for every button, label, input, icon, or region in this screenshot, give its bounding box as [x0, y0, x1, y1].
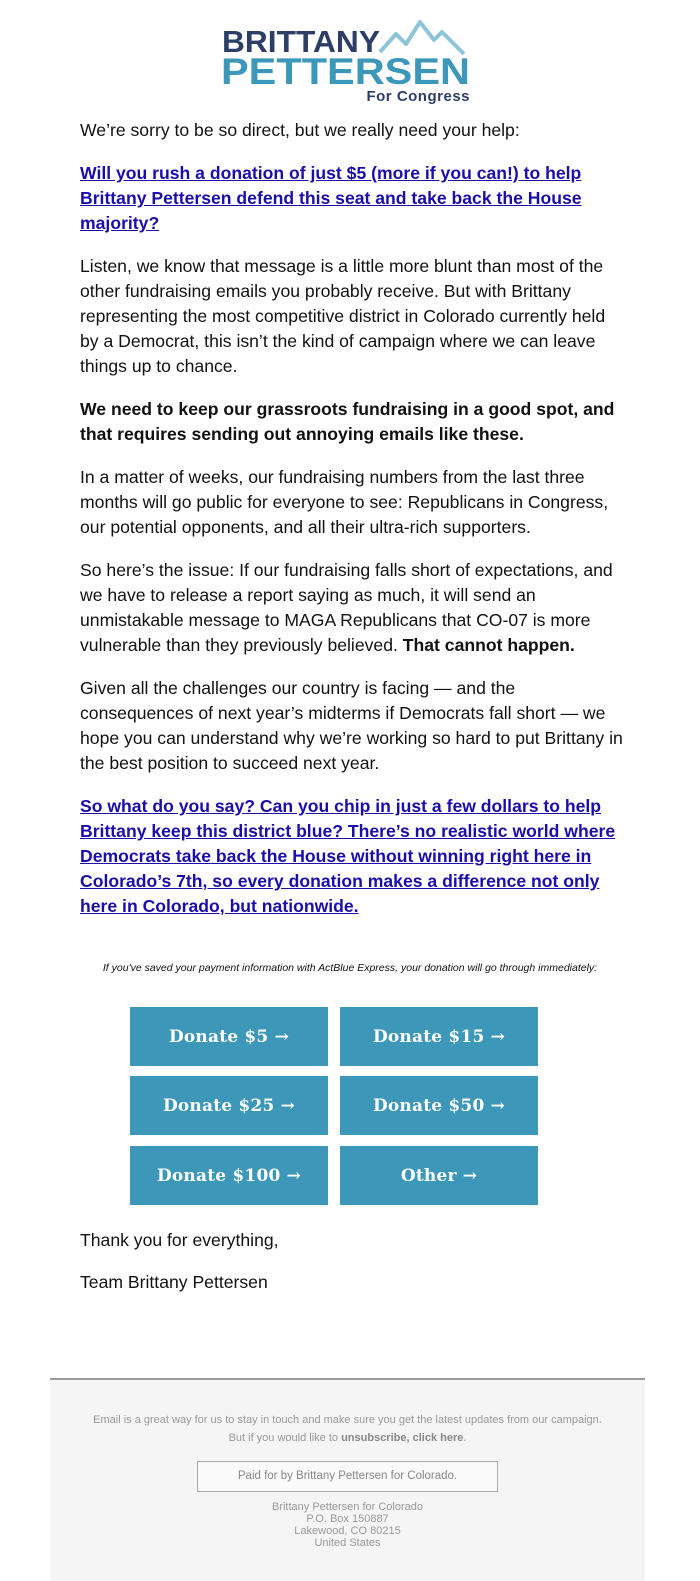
closing-signature: Team Brittany Pettersen	[80, 1272, 268, 1292]
paid-for-disclaimer: Paid for by Brittany Pettersen for Colorado.	[197, 1461, 498, 1492]
intro-paragraph: We’re sorry to be so direct, but we really need your help:	[80, 120, 520, 140]
issue-text: So here’s the issue: If our fundraising falls short of expectations, and we have to release a report saying as much, it will send an unmistakable message to MAGA Republicans that CO-07 is more vulnerable than they previously believed.	[80, 560, 613, 655]
mailing-address	[50, 1501, 645, 1549]
logo-first-name: BRITTANY	[222, 24, 381, 59]
grassroots-paragraph: We need to keep our grassroots fundraising in a good spot, and that requires sending out annoying emails like these.	[80, 399, 615, 444]
issue-emphasis: That cannot happen.	[402, 635, 575, 655]
donate-50-button[interactable]: Donate $50 →	[340, 1076, 538, 1135]
donate-25-button[interactable]: Donate $25 →	[130, 1076, 328, 1135]
unsubscribe-link[interactable]: unsubscribe, click here	[341, 1432, 464, 1444]
address-org: Brittany Pettersen for Colorado	[271, 1501, 424, 1513]
mountain-icon	[380, 22, 464, 54]
closing-thanks: Thank you for everything,	[80, 1230, 279, 1250]
donate-other-button[interactable]: Other →	[340, 1146, 538, 1205]
footer-unsubscribe-prefix: But if you would like to	[228, 1432, 339, 1444]
donate-100-button[interactable]: Donate $100 →	[130, 1146, 328, 1205]
challenges-paragraph: Given all the challenges our country is facing — and the consequences of next year’s midterms if Democrats fall short — we hope you can understand why we’re working so hard to put Brittany in the best position to succeed next year.	[80, 678, 623, 773]
chip-in-link[interactable]: So what do you say? Can you chip in just a few dollars to help Brittany keep this district blue? There’s no realistic world where Democrats take back the House without winning right here in Colorado’s 7th, so every donation makes a difference not only here in Colorado, but nationwide.	[80, 796, 616, 916]
address-city: Lakewood, CO 80215	[294, 1525, 401, 1537]
actblue-express-note: If you've saved your payment information with ActBlue Express, your donation will go through immediately:	[102, 962, 598, 974]
issue-paragraph	[80, 558, 625, 658]
email-body	[80, 118, 625, 937]
context-paragraph: Listen, we know that message is a little more blunt than most of the other fundraising emails you probably receive. But with Brittany representing the most competitive district in Colorado currently held by a Democrat, this isn’t the kind of campaign where we can leave things up to chance.	[80, 256, 606, 376]
deadline-paragraph: In a matter of weeks, our fundraising numbers from the last three months will go public for everyone to see: Republicans in Congress, our potential opponents, and all their ultra-rich supporters.	[80, 467, 609, 537]
donate-ask-link[interactable]: Will you rush a donation of just $5 (more if you can!) to help Brittany Pettersen defend this seat and take back the House majority?	[80, 163, 582, 233]
logo-graphic	[220, 14, 480, 106]
email-footer	[50, 1378, 645, 1581]
footer-unsubscribe-suffix: .	[463, 1432, 467, 1444]
footer-stay-in-touch: Email is a great way for us to stay in touch and make sure you get the latest updates from our campaign.	[93, 1414, 602, 1426]
address-po-box: P.O. Box 150887	[306, 1513, 389, 1525]
footer-unsubscribe-line	[50, 1429, 645, 1447]
donate-5-button[interactable]: Donate $5 →	[130, 1007, 328, 1066]
campaign-logo	[0, 0, 700, 112]
address-country: United States	[314, 1537, 381, 1549]
logo-last-name: PETTERSEN	[221, 51, 470, 92]
logo-tagline: For Congress	[366, 88, 470, 105]
donate-15-button[interactable]: Donate $15 →	[340, 1007, 538, 1066]
